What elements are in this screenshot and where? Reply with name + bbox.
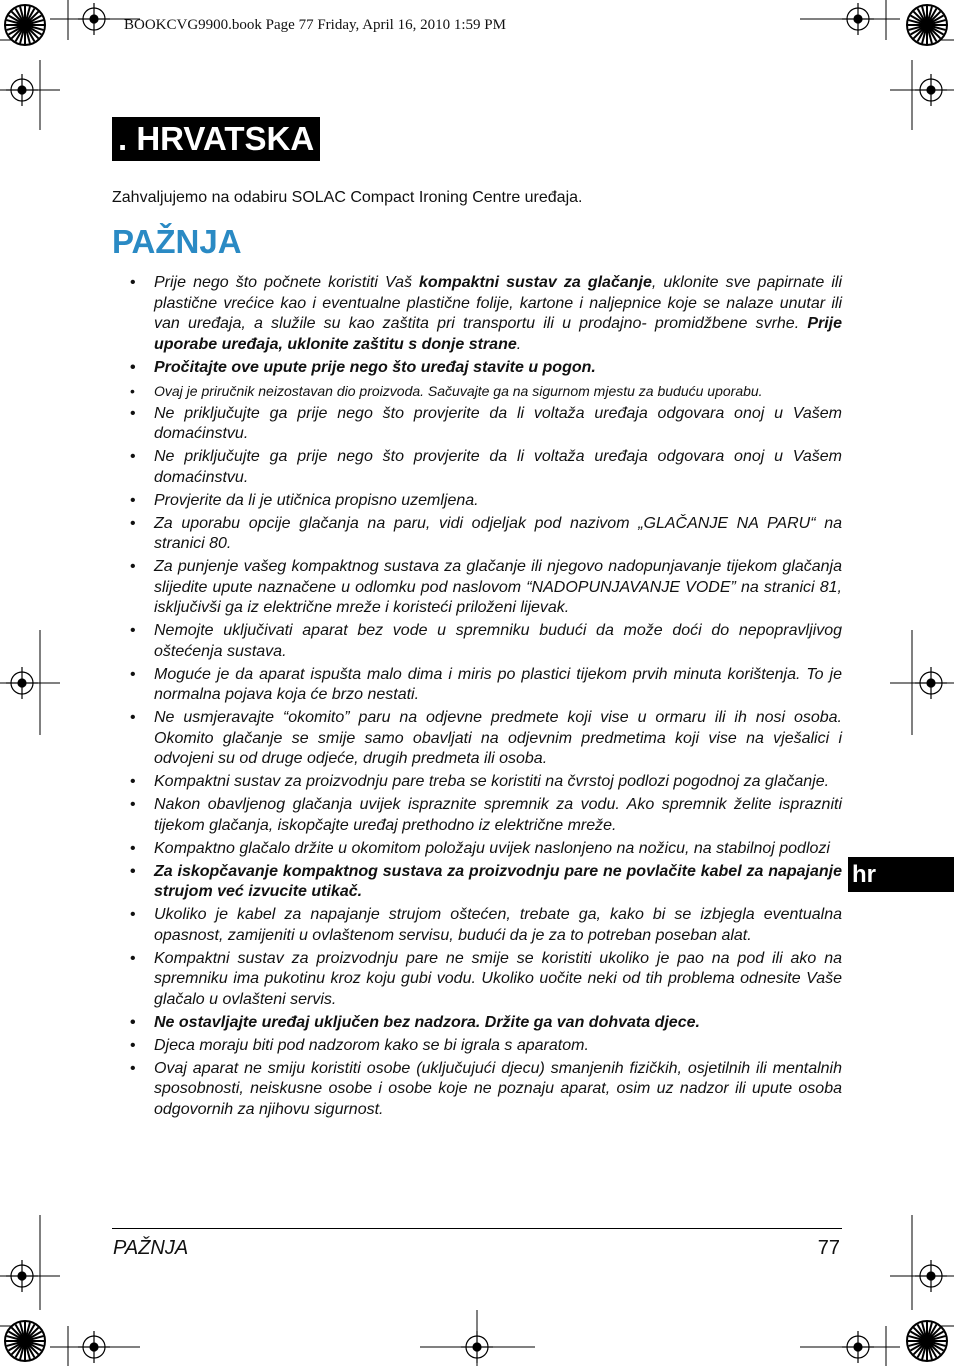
list-item: • Kompaktno glačalo držite u okomitom položaju uvijek naslonjeno na nožicu, na stabilnoj podlozi	[130, 839, 842, 860]
list-item: • Za uporabu opcije glačanja na paru, vidi odjeljak pod nazivom „GLAČANJE NA PARU“ na stranici 80.	[130, 514, 842, 555]
list-item: • Djeca moraju biti pod nadzorom kako se bi igrala s aparatom.	[130, 1036, 842, 1057]
list-item: • Provjerite da li je utičnica propisno uzemljena.	[130, 491, 842, 512]
list-item: • Kompaktni sustav za proizvodnju pare treba se koristiti na čvrstoj podlozi pogodnoj za glačanje.	[130, 772, 842, 793]
list-item: • Ne ostavljajte uređaj uključen bez nadzora. Držite ga van dohvata djece.	[130, 1013, 842, 1034]
footer-divider	[112, 1228, 842, 1229]
list-item: • Ovaj aparat ne smiju koristiti osobe (uključujući djecu) smanjenih fizičkih, osjetilnih ili mentalnih sposobnosti, neiskusne osobe i osobe koje ne poznaju aparat, osim uz nadzor ili upute osoba odgovornih za njihovu sigurnost.	[130, 1059, 842, 1121]
section-heading: PAŽNJA	[112, 223, 242, 260]
footer-section-title: PAŽNJA	[113, 1237, 189, 1259]
list-item: • Za punjenje vašeg kompaktnog sustava za glačanje ili njegovo nadopunjavanje tijekom glačanja slijedite upute naznačene u odlomku pod naslovom “NADOPUNJAVANJE VODE” na stranici 81, isključivši ga iz električne mreže i koristeći priloženi lijevak.	[130, 557, 842, 619]
list-item: • Za iskopčavanje kompaktnog sustava za proizvodnju pare ne povlačite kabel za napajanje strujom već izvucite utikač.	[130, 862, 842, 903]
intro-text: Zahvaljujemo na odabiru SOLAC Compact Ironing Centre uređaja.	[112, 189, 583, 206]
list-item: • Kompaktni sustav za proizvodnju pare ne smije se koristiti ukoliko je pao na pod ili ako na spremniku ima pukotinu kroz koju gubi vodu. Ukoliko uočite neki od tih problema odnesite Vaše glačalo u ovlašteni servis.	[130, 949, 842, 1011]
list-item: • Ne priključujte ga prije nego što provjerite da li voltaža uređaja odgovara onoj u Vašem domaćinstvu.	[130, 404, 842, 445]
list-item: • Ne priključujte ga prije nego što provjerite da li voltaža uređaja odgovara onoj u Vašem domaćinstvu.	[130, 447, 842, 488]
list-item: • Moguće je da aparat ispušta malo dima i miris po plastici tijekom prvih minuta korištenja. To je normalna pojava koja će brzo nestati.	[130, 665, 842, 706]
list-item: • Ukoliko je kabel za napajanje strujom oštećen, trebate ga, kako bi se izbjegla eventualna opasnost, zamijeniti u ovlaštenom servisu, budući da je za to potreban poseban alat.	[130, 905, 842, 946]
list-item: • Pročitajte ove upute prije nego što uređaj stavite u pogon.	[130, 358, 842, 379]
list-item: • Nakon obavljenog glačanja uvijek ispraznite spremnik za vodu. Ako spremnik želite isprazniti tijekom glačanja, iskopčajte uređaj prethodno iz električne mreže.	[130, 795, 842, 836]
book-file-header: BOOKCVG9900.book Page 77 Friday, April 16, 2010 1:59 PM	[124, 17, 506, 33]
language-side-tab: hr	[848, 857, 954, 892]
language-title: . HRVATSKA	[112, 117, 320, 161]
list-item: • Ne usmjeravajte “okomito” paru na odjevne predmete koji vise u ormaru ili ih nosi osoba. Okomito glačanje se smije samo obavljati na odjevnim predmetima koji vise na vješalici i odvojeni su od druge odjeće, drugih predmeta ili osoba.	[130, 708, 842, 770]
page-number: 77	[817, 1237, 840, 1259]
list-item: • Prije nego što počnete koristiti Vaš kompaktni sustav za glačanje, uklonite sve papirnate ili plastične vrećice kao i eventualne plastične folije, kartone i naljepnice koje se nalaze unutar ili van uređaja, a služile su kao zaštita pri transportu ili u prodajno- promidžbene svrhe. Prije uporabe uređaja, uklonite zaštitu s donje strane.	[130, 273, 842, 355]
list-item: • Ovaj je priručnik neizostavan dio proizvoda. Sačuvajte ga na sigurnom mjestu za buduću uporabu.	[130, 381, 842, 402]
list-item: • Nemojte uključivati aparat bez vode u spremniku budući da može doći do nepopravljivog oštećenja sustava.	[130, 621, 842, 662]
warnings-list	[130, 273, 842, 1123]
